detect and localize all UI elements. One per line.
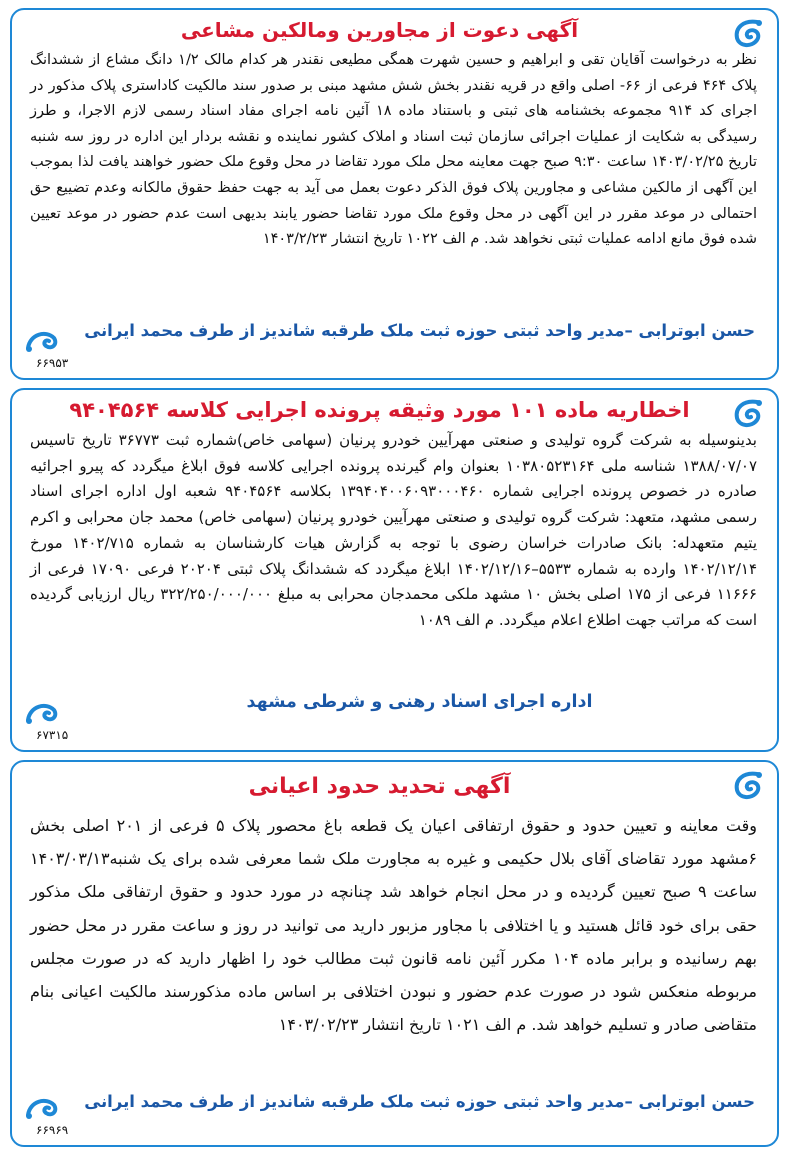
notice-code: ۶۷۳۱۵ — [36, 728, 69, 742]
swirl-ornament-icon — [24, 328, 60, 354]
swirl-ornament-icon — [731, 770, 765, 802]
notice-body: بدینوسیله به شرکت گروه تولیدی و صنعتی مهرآیین خودرو پرنیان (سهامی خاص)شماره ثبت ۳۶۷۷۳ تاریخ تاسیس ۱۳۸۸/۰۷/۰۷ شناسه ملی ۱۰۳۸۰۵۲۳۱۶۴ بعنوان وام گیرنده پرونده اجرایی کلاسه فوق ابلاغ میگردد که پیرو اجرائیه صادره در خصوص پرونده اجرایی شماره ۱۳۹۴۰۴۰۰۶۰۹۳۰۰۰۴۶۰ بکلاسه ۹۴۰۴۵۶۴ شعبه اول اداره اجرای اسناد رسمی مشهد، متعهد: شرکت گروه تولیدی و صنعتی مهرآیین خودرو پرنیان (سهامی خاص) محمد جان محرابی و اکرم یتیم متعهدله: بانک صادرات خراسان رضوی با توجه به گزارش هیات کارشناسان به شماره ۱۴۰۲/۷۱۵ مورخ ۱۴۰۲/۱۲/۱۴ وارده به شماره ۵۵۳۳–۱۴۰۲/۱۲/۱۶ ابلاغ میگردد که ششدانگ پلاک ثبتی ۲۰۲۰۴ فرعی ۱۷۰۹۰ فرعی از ۱۱۶۶۶ فرعی از ۱۷۵ اصلی بخش ۱۰ مشهد ملکی محمدجان محرابی به مبلغ ۳۲۲/۲۵۰/۰۰۰/۰۰۰ ریال ارزیابی گردیده است که مراتب جهت اطلاع اعلام میگردد. م الف ۱۰۸۹ — [30, 431, 757, 629]
swirl-ornament-icon — [24, 1095, 60, 1121]
swirl-ornament-icon — [731, 398, 765, 430]
notice-title: آگهی دعوت از مجاورین ومالکین مشاعی — [180, 18, 579, 42]
notice-title: آگهی تحدید حدود اعیانی — [248, 774, 511, 799]
swirl-ornament-icon — [24, 700, 60, 726]
notice-code: ۶۶۹۶۹ — [36, 1123, 69, 1137]
notice-neighbors-invitation — [10, 8, 779, 380]
notice-signature: اداره اجرای اسناد رهنی و شرطی مشهد — [246, 692, 593, 712]
swirl-ornament-icon — [731, 18, 765, 50]
notice-signature: حسن ابوترابی –مدیر واحد ثبتی حوزه ثبت ملک طرقبه شاندیز از طرف محمد ایرانی — [84, 1092, 755, 1111]
notice-article-101-warning — [10, 388, 779, 752]
notice-body: نظر به درخواست آقایان تقی و ابراهیم و حسین شهرت همگی مطیعی نقندر هر کدام مالک ۱/۲ دانگ مشاع از ششدانگ پلاک ۴۶۴ فرعی از ۶۶- اصلی واقع در قریه نقندر بخش شش مشهد مبنی بر صدور سند مالکیت کاداستری پلاک مذکور در اجرای کد ۹۱۴ مجموعه بخشنامه های ثبتی و باستناد ماده ۱۸ آئین نامه اجرای مفاد اسناد رسمی لازم الاجرا، و طرز رسیدگی به شکایت از عملیات اجرائی سازمان ثبت اسناد و املاک کشور نماینده و نقشه بردار این اداره در روز سه شنبه تاریخ ۱۴۰۳/۰۲/۲۵ ساعت ۹:۳۰ صبح جهت معاینه محل ملک مورد تقاضا در محل وقوع ملک حضور خواهند یافت لذا بموجب این آگهی از مالکین مشاعی و مجاورین پلاک فوق الذکر دعوت بعمل می آید به جهت حفظ حقوق مالکانه وعدم تضییع حق احتمالی در موعد مقرر در این آگهی در محل وقوع ملک مورد تقاضا حضور یابند بدیهی است عدم حضور در موعد تعیین شده فوق مانع ادامه عملیات ثبتی نخواهد شد. م الف ۱۰۲۲ تاریخ انتشار ۱۴۰۳/۲/۲۳ — [30, 52, 757, 248]
notice-signature: حسن ابوترابی –مدیر واحد ثبتی حوزه ثبت ملک طرقبه شاندیز از طرف محمد ایرانی — [84, 321, 755, 340]
notice-code: ۶۶۹۵۳ — [36, 356, 69, 370]
notice-boundary-demarcation — [10, 760, 779, 1147]
notice-body: وقت معاینه و تعیین حدود و حقوق ارتفاقی اعیان یک قطعه باغ محصور پلاک ۵ فرعی از ۲۰۱ اصلی بخش ۶مشهد مورد تقاضای آقای بلال حکیمی و غیره به مجاورت ملک شما معرفی شده برای یک شنبه۱۴۰۳/۰۳/۱۳ ساعت ۹ صبح تعیین گردیده و در محل انجام خواهد شد چنانچه در مورد حدود و حقوق ارتفاقی ملک مذکور حقی برای خود قائل هستید و یا اختلافی با مجاور مزبور دارید می توانید در روز و ساعت مقرر در محل حضور بهم رسانیده و برابر ماده ۱۰۴ مکرر آئین نامه قانون ثبت مطالب خود را اظهار دارید که در صورت مجلس مربوطه منعکس شود در صورت عدم حضور و نبودن اختلافی بر اساس ماده مذکورسند مالکیت اعیانی بنام متقاضی صادر و تسلیم خواهد شد. م الف ۱۰۲۱ تاریخ انتشار ۱۴۰۳/۰۲/۲۳ — [30, 816, 758, 1035]
notice-title: اخطاریه ماده ۱۰۱ مورد وثیقه پرونده اجرایی کلاسه ۹۴۰۴۵۶۴ — [69, 398, 690, 422]
